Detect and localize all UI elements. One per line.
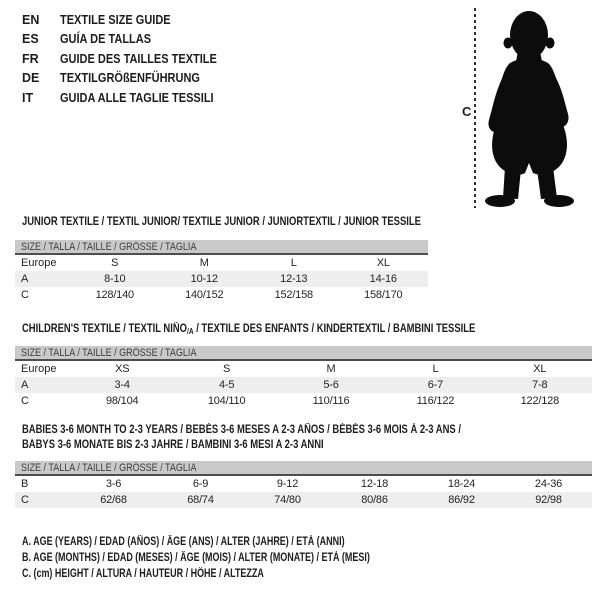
size-cell: 152/158: [274, 289, 313, 301]
size-cell: 9-12: [276, 478, 299, 490]
size-cell: 6-9: [192, 478, 209, 490]
footnote-text: A. AGE (YEARS) / EDAD (AÑOS) / ÂGE (ANS) / ALTER (JAHRE) / ETÀ (ANNI): [22, 536, 345, 548]
children-size-table: [15, 346, 592, 409]
legend-row-es: [22, 30, 238, 50]
language-code: IT: [22, 90, 34, 105]
language-code: ES: [22, 32, 39, 47]
size-header-text: SIZE / TALLA / TAILLE / GRÖSSE / TAGLIA: [21, 462, 197, 474]
language-legend: [22, 10, 238, 108]
size-cell: XL: [376, 257, 390, 269]
table-body: [15, 476, 592, 508]
table-row: [15, 393, 592, 409]
heading-suffix: / TEXTILE DES ENFANTS / KINDERTEXTIL / BAMBINI TESSILE: [193, 323, 476, 335]
size-cell: 74/80: [274, 494, 301, 506]
size-cell: 4-5: [218, 379, 235, 391]
size-cell: 14-16: [369, 273, 397, 285]
row-label: C: [21, 494, 29, 506]
row-label: A: [21, 379, 29, 391]
size-cell: 128/140: [95, 289, 134, 301]
junior-size-table: [15, 240, 428, 303]
size-cell: L: [432, 363, 439, 375]
size-cell: S: [111, 257, 119, 269]
table-row: [15, 377, 592, 393]
size-cell: 3-6: [105, 478, 122, 490]
legend-row-en: [22, 10, 238, 30]
size-cell: XL: [533, 363, 547, 375]
heading-text: JUNIOR TEXTILE / TEXTIL JUNIOR/ TEXTILE JUNIOR / JUNIORTEXTIL / JUNIOR TESSILE: [22, 216, 421, 228]
size-cell: 3-4: [114, 379, 130, 391]
legend-row-de: [22, 69, 238, 89]
size-header-text: SIZE / TALLA / TAILLE / GRÖSSE / TAGLIA: [21, 241, 197, 253]
heading-subscript: /A: [187, 327, 194, 336]
size-cell: 92/98: [535, 494, 562, 506]
size-cell: 24-36: [534, 478, 563, 490]
size-cell: M: [199, 257, 209, 269]
table-header-bar: [15, 346, 592, 361]
table-row: [15, 492, 592, 508]
size-cell: S: [223, 363, 231, 375]
table-row: [15, 271, 428, 287]
height-measure-line: [474, 8, 476, 208]
language-code: FR: [22, 51, 39, 66]
section-heading-children: [22, 322, 575, 339]
table-header-bar: [15, 461, 592, 476]
size-cell: 6-7: [427, 379, 444, 391]
size-cell: 10-12: [190, 273, 218, 285]
legend-title: GUÍA DE TALLAS: [60, 32, 152, 47]
row-label: B: [21, 478, 29, 490]
row-label: C: [21, 395, 29, 407]
size-cell: XS: [115, 363, 130, 375]
row-label: A: [21, 273, 29, 285]
row-label: Europe: [21, 363, 57, 375]
table-body: [15, 361, 592, 409]
size-cell: L: [290, 257, 297, 269]
size-cell: 122/128: [520, 395, 560, 407]
size-cell: 110/116: [312, 395, 350, 407]
section-heading-babies: [22, 423, 557, 453]
footnote-a: [22, 534, 468, 550]
footnote-text: B. AGE (MONTHS) / EDAD (MESES) / ÂGE (MOIS) / ALTER (MONATE) / ETÀ (MESI): [22, 552, 370, 564]
babies-size-table: [15, 461, 592, 508]
footnote-c: [22, 566, 468, 582]
legend-title: TEXTILE SIZE GUIDE: [60, 12, 171, 27]
size-cell: 98/104: [105, 395, 139, 407]
size-cell: 80/86: [361, 494, 388, 506]
size-cell: 12-18: [360, 478, 389, 490]
legend-row-fr: [22, 49, 238, 69]
size-cell: 140/152: [185, 289, 224, 301]
size-cell: M: [326, 363, 336, 375]
size-cell: 12-13: [280, 273, 308, 285]
size-cell: 116/122: [416, 395, 455, 407]
table-body: [15, 255, 428, 303]
size-cell: 18-24: [447, 478, 476, 490]
size-cell: 158/170: [364, 289, 403, 301]
size-cell: 86/92: [448, 494, 475, 506]
footnote-b: [22, 550, 468, 566]
height-measure-label: C: [462, 104, 472, 119]
footnotes: [22, 534, 468, 582]
row-label: C: [21, 289, 29, 301]
table-row: [15, 255, 428, 271]
size-cell: 104/110: [207, 395, 246, 407]
size-cell: 68/74: [187, 494, 214, 506]
size-header-text: SIZE / TALLA / TAILLE / GRÖSSE / TAGLIA: [21, 347, 197, 359]
section-heading-junior: [22, 215, 508, 230]
size-cell: 62/68: [100, 494, 127, 506]
heading-line-2: BABYS 3-6 MONATE BIS 2-3 JAHRE / BAMBINI 3-6 MESI A 2-3 ANNI: [22, 439, 324, 451]
footnote-text: C. (cm) HEIGHT / ALTURA / HAUTEUR / HÖHE / ALTEZZA: [22, 568, 264, 580]
heading-prefix: CHILDREN'S TEXTILE / TEXTIL NIÑO: [22, 323, 188, 335]
legend-title: GUIDA ALLE TAGLIE TESSILI: [60, 90, 214, 105]
size-cell: 7-8: [532, 379, 548, 391]
language-code: EN: [22, 12, 40, 27]
row-label: Europe: [21, 257, 57, 269]
legend-title: GUIDE DES TAILLES TEXTILE: [60, 51, 217, 66]
language-code: DE: [22, 71, 40, 86]
size-cell: 8-10: [104, 273, 126, 285]
baby-silhouette-icon: [480, 5, 595, 215]
table-header-bar: [15, 240, 428, 255]
legend-row-it: [22, 88, 238, 108]
size-cell: 5-6: [323, 379, 339, 391]
table-row: [15, 287, 428, 303]
heading-line-1: BABIES 3-6 MONTH TO 2-3 YEARS / BEBÉS 3-6 MESES A 2-3 AÑOS / BÉBÉS 3-6 MOIS À 2-3 ANS /: [22, 424, 461, 436]
table-row: [15, 361, 592, 377]
legend-title: TEXTILGRÖßENFÜHRUNG: [60, 71, 200, 86]
table-row: [15, 476, 592, 492]
heading-text: [22, 322, 475, 339]
